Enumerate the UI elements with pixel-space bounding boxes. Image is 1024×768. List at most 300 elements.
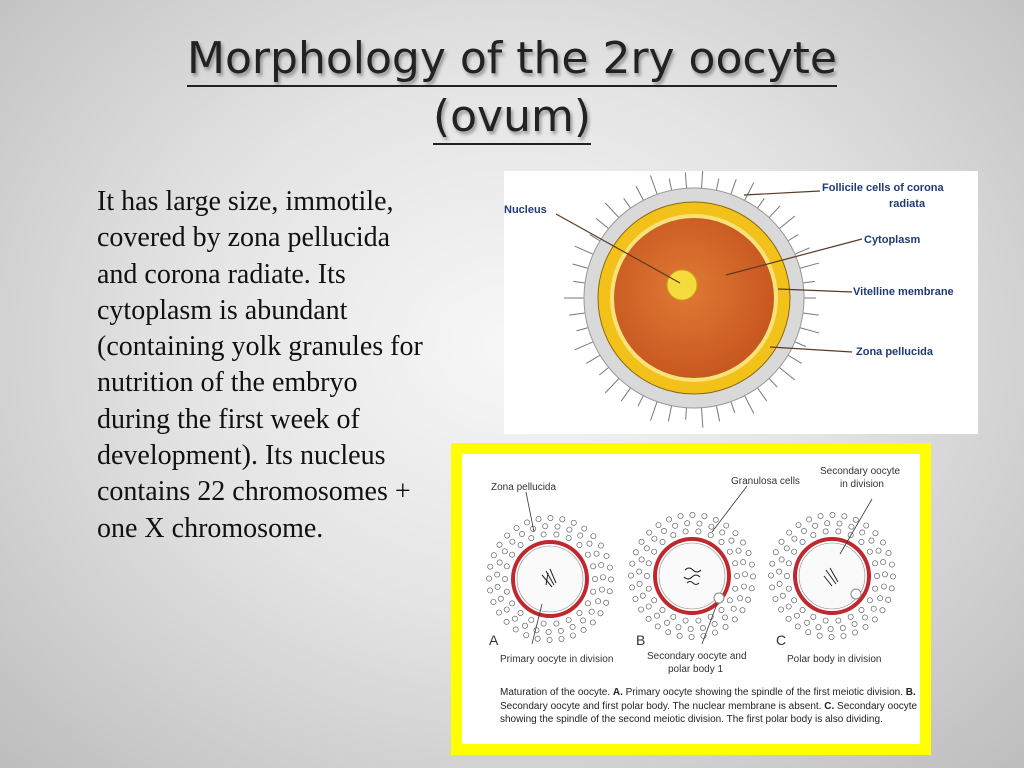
granulosa-cell bbox=[607, 589, 612, 594]
granulosa-cell bbox=[529, 535, 534, 540]
granulosa-cell bbox=[697, 521, 702, 526]
granulosa-cell bbox=[599, 562, 604, 567]
granulosa-cell bbox=[678, 513, 683, 518]
corona-cell-process bbox=[798, 327, 819, 333]
granulosa-cell bbox=[886, 550, 891, 555]
corona-cell-process bbox=[605, 377, 620, 393]
granulosa-cell bbox=[529, 617, 534, 622]
corona-cell-process bbox=[605, 203, 620, 219]
caption-a-key: A. bbox=[612, 687, 623, 698]
figure-caption bbox=[500, 686, 920, 727]
label-cytoplasm: Cytoplasm bbox=[864, 234, 921, 246]
granulosa-cell bbox=[504, 589, 509, 594]
corona-cell-process bbox=[756, 386, 766, 401]
granulosa-cell bbox=[881, 559, 886, 564]
granulosa-cell bbox=[777, 581, 782, 586]
granulosa-cell bbox=[554, 621, 559, 626]
corona-cell-process bbox=[778, 366, 795, 380]
granulosa-cell bbox=[512, 616, 517, 621]
granulosa-cell bbox=[559, 636, 564, 641]
granulosa-cell bbox=[880, 608, 885, 613]
granulosa-cell bbox=[518, 610, 523, 615]
granulosa-cell bbox=[840, 625, 845, 630]
granulosa-cell bbox=[863, 624, 868, 629]
granulosa-cell bbox=[696, 618, 701, 623]
polar-body-dividing bbox=[851, 589, 861, 599]
corona-cell-process bbox=[730, 179, 736, 196]
granulosa-cell bbox=[787, 530, 792, 535]
granulosa-cell bbox=[700, 625, 705, 630]
granulosa-cell bbox=[660, 607, 665, 612]
corona-cell-process bbox=[801, 313, 819, 315]
granulosa-cell bbox=[740, 608, 745, 613]
granulosa-cell bbox=[848, 614, 853, 619]
granulosa-cell bbox=[688, 626, 693, 631]
granulosa-cell bbox=[806, 630, 811, 635]
label-secondary-division-2: in division bbox=[840, 479, 884, 490]
label-C: C bbox=[776, 632, 787, 648]
corona-cell-process bbox=[621, 386, 631, 401]
granulosa-cell bbox=[654, 613, 659, 618]
granulosa-cell bbox=[800, 539, 805, 544]
granulosa-cell bbox=[859, 607, 864, 612]
corona-cell-process bbox=[768, 206, 780, 219]
granulosa-cell bbox=[598, 543, 603, 548]
granulosa-cell bbox=[882, 572, 887, 577]
granulosa-cell bbox=[749, 562, 754, 567]
granulosa-cell bbox=[874, 573, 879, 578]
granulosa-cell bbox=[524, 520, 529, 525]
granulosa-cell bbox=[589, 609, 594, 614]
granulosa-cell bbox=[862, 615, 867, 620]
granulosa-cell bbox=[842, 514, 847, 519]
granulosa-cell bbox=[633, 596, 638, 601]
granulosa-cell bbox=[804, 620, 809, 625]
corona-cell-process bbox=[744, 183, 754, 203]
granulosa-cell bbox=[770, 561, 775, 566]
granulosa-cell bbox=[736, 548, 741, 553]
granulosa-cell bbox=[566, 617, 571, 622]
granulosa-cell bbox=[727, 549, 732, 554]
granulosa-cell bbox=[535, 636, 540, 641]
granulosa-cell bbox=[607, 565, 612, 570]
granulosa-cell bbox=[769, 585, 774, 590]
granulosa-cell bbox=[731, 606, 736, 611]
granulosa-cell bbox=[591, 534, 596, 539]
granulosa-cell bbox=[806, 517, 811, 522]
granulosa-cell bbox=[784, 546, 789, 551]
granulosa-cell bbox=[629, 585, 634, 590]
granulosa-cell bbox=[773, 550, 778, 555]
granulosa-cell bbox=[683, 529, 688, 534]
granulosa-cell bbox=[502, 549, 507, 554]
granulosa-cell bbox=[817, 633, 822, 638]
title-line-2: (ovum) bbox=[433, 91, 591, 145]
maturation-figure bbox=[451, 443, 931, 755]
granulosa-cell bbox=[786, 561, 791, 566]
corona-cell-process bbox=[575, 341, 595, 350]
granulosa-cell bbox=[510, 552, 515, 557]
granulosa-cell bbox=[546, 629, 551, 634]
granulosa-cell bbox=[719, 539, 724, 544]
corona-cell-process bbox=[798, 263, 819, 269]
granulosa-cell bbox=[594, 551, 599, 556]
granulosa-cell bbox=[786, 586, 791, 591]
granulosa-cell bbox=[514, 525, 519, 530]
granulosa-cell bbox=[628, 573, 633, 578]
slide-title bbox=[60, 30, 964, 146]
granulosa-cell bbox=[852, 630, 857, 635]
corona-cell-process bbox=[701, 406, 703, 428]
granulosa-cell bbox=[784, 573, 789, 578]
corona-cell-process bbox=[685, 172, 686, 190]
granulosa-cell bbox=[513, 627, 518, 632]
granulosa-cell bbox=[640, 593, 645, 598]
granulosa-cell bbox=[598, 611, 603, 616]
granulosa-cell bbox=[644, 546, 649, 551]
granulosa-cell bbox=[566, 535, 571, 540]
granulosa-cell bbox=[792, 536, 797, 541]
granulosa-cell bbox=[860, 530, 865, 535]
granulosa-cell bbox=[656, 522, 661, 527]
granulosa-cell bbox=[750, 574, 755, 579]
nucleus-circle bbox=[667, 270, 697, 300]
granulosa-cell bbox=[690, 512, 695, 517]
granulosa-cell bbox=[733, 561, 738, 566]
maturation-figure-inner bbox=[462, 454, 920, 744]
granulosa-cell bbox=[749, 586, 754, 591]
granulosa-cell bbox=[723, 624, 728, 629]
granulosa-cell bbox=[577, 610, 582, 615]
cytoplasm-area bbox=[614, 218, 774, 378]
granulosa-cell bbox=[724, 523, 729, 528]
granulosa-cell bbox=[837, 521, 842, 526]
granulosa-cell bbox=[487, 588, 492, 593]
granulosa-cell bbox=[580, 618, 585, 623]
granulosa-cell bbox=[637, 569, 642, 574]
granulosa-cell bbox=[497, 542, 502, 547]
polar-body-1 bbox=[714, 593, 724, 603]
granulosa-cell bbox=[560, 517, 565, 522]
granulosa-cell bbox=[488, 564, 493, 569]
granulosa-cell bbox=[733, 531, 738, 536]
granulosa-cell bbox=[792, 598, 797, 603]
granulosa-cell bbox=[661, 528, 666, 533]
granulosa-cell bbox=[828, 626, 833, 631]
granulosa-cell bbox=[768, 573, 773, 578]
granulosa-cell bbox=[486, 576, 491, 581]
granulosa-cell bbox=[867, 598, 872, 603]
granulosa-cell bbox=[518, 542, 523, 547]
corona-cell-process bbox=[778, 216, 795, 230]
granulosa-cell bbox=[823, 529, 828, 534]
granulosa-cell bbox=[777, 569, 782, 574]
granulosa-cell bbox=[646, 561, 651, 566]
granulosa-cell bbox=[742, 572, 747, 577]
granulosa-cell bbox=[571, 520, 576, 525]
granulosa-cell bbox=[732, 617, 737, 622]
granulosa-cell bbox=[836, 529, 841, 534]
corona-cell-process bbox=[716, 404, 720, 422]
granulosa-cell bbox=[890, 574, 895, 579]
label-primary-oocyte: Primary oocyte in division bbox=[500, 654, 614, 665]
corona-cell-process bbox=[596, 218, 610, 229]
granulosa-cell bbox=[504, 607, 509, 612]
granulosa-cell bbox=[498, 596, 503, 601]
granulosa-cell bbox=[505, 533, 510, 538]
ovum-diagram bbox=[504, 171, 978, 434]
label-polar-division: Polar body in division bbox=[787, 654, 882, 665]
caption-b-text: Secondary oocyte and first polar body. The nuclear membrane is absent. bbox=[500, 700, 825, 712]
label-secondary-polar-2: polar body 1 bbox=[668, 664, 724, 675]
granulosa-cell bbox=[878, 596, 883, 601]
granulosa-cell bbox=[779, 539, 784, 544]
caption-intro: Maturation of the oocyte. bbox=[500, 687, 613, 698]
granulosa-cell bbox=[727, 598, 732, 603]
granulosa-cell bbox=[859, 539, 864, 544]
granulosa-cell bbox=[867, 549, 872, 554]
granulosa-cell bbox=[510, 539, 515, 544]
granulosa-cell bbox=[578, 533, 583, 538]
granulosa-cell bbox=[639, 539, 644, 544]
granulosa-cell bbox=[510, 601, 515, 606]
granulosa-cell bbox=[849, 524, 854, 529]
granulosa-cell bbox=[881, 584, 886, 589]
granulosa-cell bbox=[746, 550, 751, 555]
caption-b-key: B. bbox=[905, 687, 916, 698]
corona-cell-process bbox=[668, 404, 672, 422]
corona-cell-process bbox=[744, 394, 754, 414]
title-line-1: Morphology of the 2ry oocyte bbox=[187, 33, 837, 87]
corona-cell-process bbox=[569, 313, 587, 315]
corona-cell-process bbox=[636, 186, 644, 202]
granulosa-cell bbox=[719, 607, 724, 612]
granulosa-cell bbox=[709, 524, 714, 529]
label-secondary-division-1: Secondary oocyte bbox=[820, 466, 901, 477]
label-vitelline-membrane: Vitelline membrane bbox=[853, 286, 954, 298]
granulosa-cell bbox=[582, 526, 587, 531]
granulosa-cell bbox=[823, 618, 828, 623]
granulosa-cell bbox=[778, 607, 783, 612]
granulosa-cell bbox=[734, 573, 739, 578]
granulosa-cell bbox=[683, 618, 688, 623]
granulosa-cell bbox=[585, 601, 590, 606]
granulosa-cell bbox=[880, 540, 885, 545]
granulosa-cell bbox=[741, 584, 746, 589]
granulosa-cell bbox=[871, 606, 876, 611]
granulosa-cell bbox=[738, 596, 743, 601]
maturation-illustration bbox=[462, 454, 920, 684]
granulosa-cell bbox=[596, 599, 601, 604]
granulosa-cell bbox=[712, 630, 717, 635]
granulosa-cell bbox=[852, 621, 857, 626]
granulosa-cell bbox=[689, 634, 694, 639]
granulosa-cell bbox=[496, 610, 501, 615]
corona-cell-process bbox=[650, 176, 657, 197]
granulosa-cell bbox=[795, 624, 800, 629]
granulosa-cell bbox=[886, 597, 891, 602]
granulosa-cell bbox=[873, 561, 878, 566]
granulosa-cell bbox=[873, 531, 878, 536]
granulosa-cell bbox=[652, 536, 657, 541]
granulosa-cell bbox=[541, 621, 546, 626]
granulosa-cell bbox=[741, 559, 746, 564]
granulosa-cell bbox=[577, 542, 582, 547]
granulosa-cell bbox=[889, 562, 894, 567]
ovum-illustration bbox=[504, 171, 978, 434]
label-B: B bbox=[636, 632, 646, 648]
granulosa-cell bbox=[655, 624, 660, 629]
granulosa-cell bbox=[671, 532, 676, 537]
granulosa-cell bbox=[591, 589, 596, 594]
granulosa-cell bbox=[780, 593, 785, 598]
granulosa-cell bbox=[829, 634, 834, 639]
granulosa-cell bbox=[567, 527, 572, 532]
label-secondary-polar-1: Secondary oocyte and bbox=[647, 651, 747, 662]
corona-cell-process bbox=[575, 246, 595, 255]
granulosa-cell bbox=[646, 586, 651, 591]
granulosa-cell bbox=[864, 523, 869, 528]
granulosa-cell bbox=[746, 597, 751, 602]
granulosa-cell bbox=[541, 532, 546, 537]
label-follicle-cells: Follicile cells of corona bbox=[822, 182, 944, 194]
granulosa-cell bbox=[873, 586, 878, 591]
corona-cell-process bbox=[573, 264, 590, 269]
granulosa-cell bbox=[696, 529, 701, 534]
granulosa-cell bbox=[547, 637, 552, 642]
granulosa-cell bbox=[555, 524, 560, 529]
granulosa-cell bbox=[495, 572, 500, 577]
granulosa-cell bbox=[666, 517, 671, 522]
granulosa-cell bbox=[713, 517, 718, 522]
granulosa-cell bbox=[796, 522, 801, 527]
granulosa-cell bbox=[677, 633, 682, 638]
granulosa-cell bbox=[522, 623, 527, 628]
body-text: It has large size, immotile, covered by zona pellucida and corona radiate. Its cytoplasm is abundant (containing yolk granules for nutrition of the embryo during the first week of development). Its nucleus contains 22 chromosomes + one X chromosome. bbox=[97, 186, 423, 544]
granulosa-cell bbox=[702, 514, 707, 519]
granulosa-cell bbox=[502, 576, 507, 581]
granulosa-cell bbox=[673, 523, 678, 528]
granulosa-cell bbox=[497, 560, 502, 565]
granulosa-cell bbox=[792, 549, 797, 554]
granulosa-cell bbox=[646, 604, 651, 609]
granulosa-cell bbox=[841, 633, 846, 638]
granulosa-cell bbox=[604, 600, 609, 605]
granulosa-cell bbox=[773, 596, 778, 601]
granulosa-cell bbox=[740, 540, 745, 545]
granulosa-cell bbox=[853, 517, 858, 522]
caption-c-key: C. bbox=[824, 700, 835, 712]
granulosa-cell bbox=[637, 581, 642, 586]
granulosa-cell bbox=[836, 618, 841, 623]
granulosa-cell bbox=[722, 615, 727, 620]
granulosa-cell bbox=[592, 576, 597, 581]
granulosa-cell bbox=[604, 553, 609, 558]
granulosa-cell bbox=[811, 614, 816, 619]
granulosa-cell bbox=[570, 633, 575, 638]
granulosa-cell bbox=[644, 573, 649, 578]
label-nucleus: Nucleus bbox=[504, 204, 547, 216]
granulosa-cell bbox=[554, 532, 559, 537]
label-zona-pellucida-b: Zona pellucida bbox=[491, 482, 557, 493]
granulosa-cell bbox=[647, 530, 652, 535]
granulosa-cell bbox=[685, 521, 690, 526]
granulosa-cell bbox=[548, 515, 553, 520]
caption-a-text: Primary oocyte showing the spindle of the first meiotic division. bbox=[622, 687, 906, 698]
granulosa-cell bbox=[587, 541, 592, 546]
granulosa-cell bbox=[536, 516, 541, 521]
granulosa-cell bbox=[876, 548, 881, 553]
granulosa-cell bbox=[818, 513, 823, 518]
granulosa-cell bbox=[869, 538, 874, 543]
granulosa-cell bbox=[786, 616, 791, 621]
granulosa-cell bbox=[600, 575, 605, 580]
granulosa-cell bbox=[524, 633, 529, 638]
granulosa-cell bbox=[671, 614, 676, 619]
granulosa-cell bbox=[729, 538, 734, 543]
granulosa-cell bbox=[519, 531, 524, 536]
granulosa-cell bbox=[590, 620, 595, 625]
label-zona-pellucida: Zona pellucida bbox=[856, 346, 934, 358]
label-follicle-radiata: radiata bbox=[889, 198, 926, 210]
granulosa-cell bbox=[801, 528, 806, 533]
granulosa-cell bbox=[504, 564, 509, 569]
granulosa-cell bbox=[660, 539, 665, 544]
granulosa-cell bbox=[570, 624, 575, 629]
label-granulosa: Granulosa cells bbox=[731, 476, 800, 487]
granulosa-cell bbox=[779, 557, 784, 562]
granulosa-cell bbox=[491, 553, 496, 558]
corona-cell-process bbox=[586, 354, 601, 363]
granulosa-cell bbox=[652, 549, 657, 554]
granulosa-cell bbox=[720, 530, 725, 535]
granulosa-cell bbox=[543, 524, 548, 529]
granulosa-cell bbox=[872, 617, 877, 622]
label-A: A bbox=[489, 632, 499, 648]
granulosa-cell bbox=[558, 628, 563, 633]
granulosa-cell bbox=[591, 564, 596, 569]
granulosa-cell bbox=[599, 587, 604, 592]
granulosa-cell bbox=[608, 577, 613, 582]
granulosa-cell bbox=[652, 598, 657, 603]
granulosa-cell bbox=[794, 613, 799, 618]
granulosa-cell bbox=[733, 586, 738, 591]
granulosa-cell bbox=[800, 607, 805, 612]
caption-c-text: Secondary oocyte showing the spindle of the second meiotic division. The first polar body is also dividing. bbox=[500, 700, 918, 725]
granulosa-cell bbox=[633, 550, 638, 555]
granulosa-cell bbox=[811, 532, 816, 537]
granulosa-cell bbox=[786, 604, 791, 609]
granulosa-cell bbox=[504, 619, 509, 624]
granulosa-cell bbox=[646, 616, 651, 621]
granulosa-cell bbox=[889, 586, 894, 591]
granulosa-cell bbox=[585, 552, 590, 557]
granulosa-cell bbox=[664, 620, 669, 625]
granulosa-cell bbox=[830, 512, 835, 517]
granulosa-cell bbox=[712, 621, 717, 626]
granulosa-cell bbox=[666, 630, 671, 635]
granulosa-cell bbox=[581, 627, 586, 632]
granulosa-cell bbox=[639, 557, 644, 562]
granulosa-cell bbox=[491, 599, 496, 604]
corona-cell-process bbox=[786, 354, 801, 363]
granulosa-cell bbox=[638, 607, 643, 612]
granulosa-cell bbox=[676, 625, 681, 630]
granulosa-cell bbox=[708, 532, 713, 537]
granulosa-cell bbox=[630, 561, 635, 566]
granulosa-cell bbox=[813, 523, 818, 528]
corona-cell-process bbox=[650, 400, 657, 421]
